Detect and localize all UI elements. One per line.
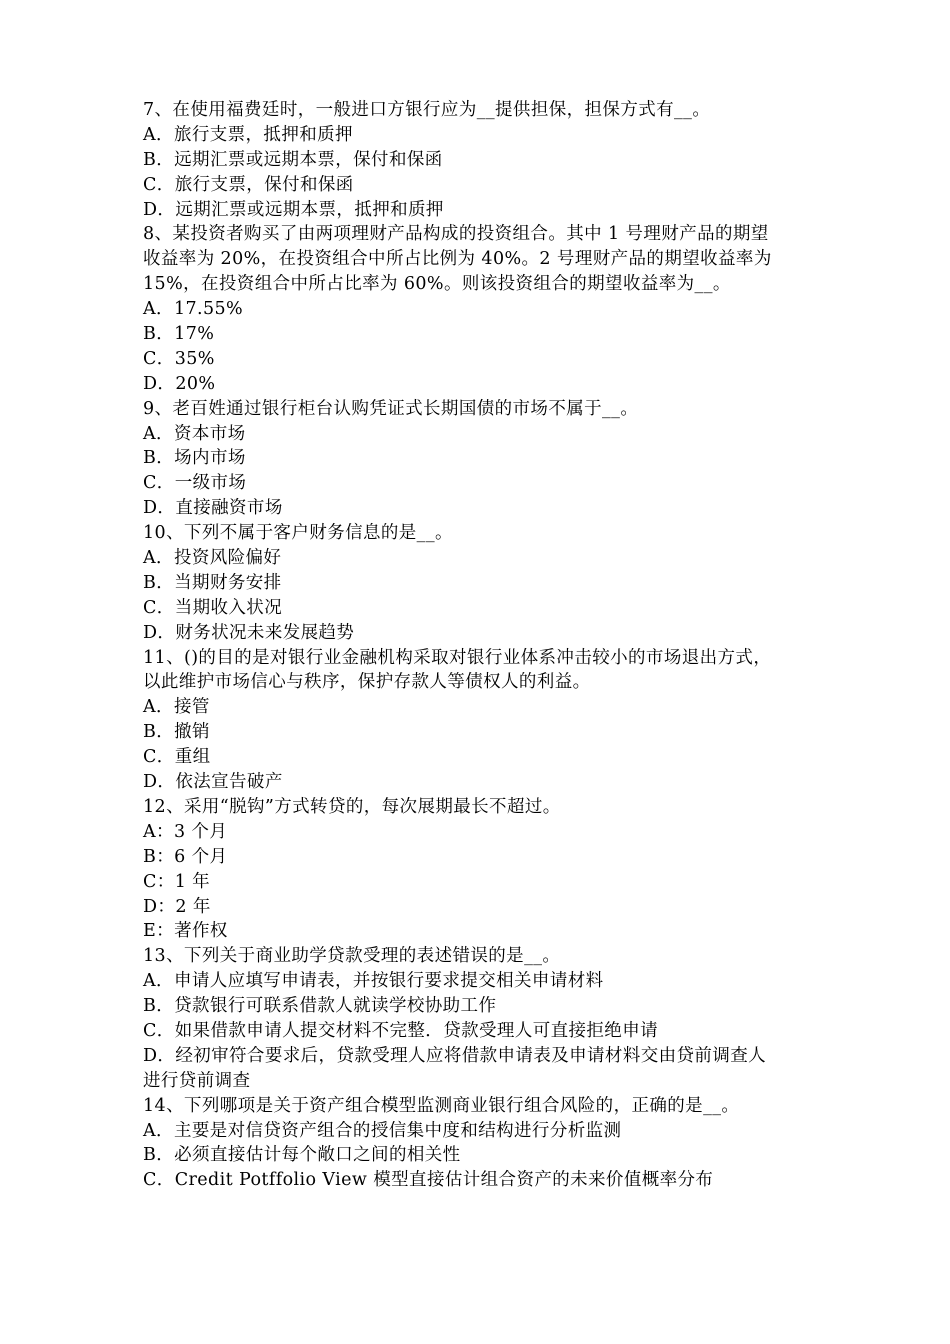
question-8-option-c: C．35% [143,348,215,369]
question-14-option-b: B．必须直接估计每个敞口之间的相关性 [143,1145,461,1166]
question-8-option-a: A．17.55% [143,299,244,320]
question-7-option-d: D．远期汇票或远期本票，抵押和质押 [143,199,444,220]
question-12-option-b: B：6 个月 [143,846,228,867]
question-11-stem-line-2: 以此维护市场信心与秩序，保护存款人等债权人的利益。 [143,672,591,693]
question-10-option-d: D．财务状况未来发展趋势 [143,622,355,643]
question-11-option-b: B．撤销 [143,722,210,743]
question-12-stem: 12、采用“脱钩”方式转贷的，每次展期最长不超过。 [143,796,561,817]
question-10-option-c: C．当期收入状况 [143,597,283,618]
question-13-option-d-line-1: D．经初审符合要求后，贷款受理人应将借款申请表及申请材料交由贷前调查人 [143,1045,767,1066]
question-9-option-a: A．资本市场 [143,423,246,444]
question-10-option-b: B．当期财务安排 [143,572,282,593]
question-8-stem-line-1: 8、某投资者购买了由两项理财产品构成的投资组合。其中 1 号理财产品的期望 [143,224,769,245]
question-14-stem: 14、下列哪项是关于资产组合模型监测商业银行组合风险的，正确的是__。 [143,1095,740,1116]
question-14-option-a: A．主要是对信贷资产组合的授信集中度和结构进行分析监测 [143,1120,622,1141]
question-8-stem-line-3: 15%，在投资组合中所占比率为 60%。则该投资组合的期望收益率为__。 [143,274,731,295]
question-9-stem: 9、老百姓通过银行柜台认购凭证式长期国债的市场不属于__。 [143,398,639,419]
question-9-option-b: B．场内市场 [143,448,246,469]
question-11-stem-line-1: 11、()的目的是对银行业金融机构采取对银行业体系冲击较小的市场退出方式， [143,647,772,668]
question-12-option-a: A：3 个月 [143,821,228,842]
question-10-stem: 10、下列不属于客户财务信息的是__。 [143,523,453,544]
question-13-option-b: B．贷款银行可联系借款人就读学校协助工作 [143,996,497,1017]
question-12-option-e: E：著作权 [143,921,228,942]
question-13-stem: 13、下列关于商业助学贷款受理的表述错误的是__。 [143,946,561,967]
question-8-option-b: B．17% [143,324,215,345]
question-13-option-c: C．如果借款申请人提交材料不完整．贷款受理人可直接拒绝申请 [143,1020,658,1041]
question-8-option-d: D．20% [143,373,216,394]
question-14-option-c: C．Credit Potffolio View 模型直接估计组合资产的未来价值概率分布 [143,1170,714,1191]
question-11-option-d: D．依法宣告破产 [143,772,283,793]
question-12-option-d: D：2 年 [143,896,211,917]
question-13-option-d-line-2: 进行贷前调查 [143,1070,251,1091]
question-11-option-c: C．重组 [143,747,211,768]
question-7-option-c: C．旅行支票，保付和保函 [143,174,354,195]
question-9-option-d: D．直接融资市场 [143,498,283,519]
question-8-stem-line-2: 收益率为 20%，在投资组合中所占比例为 40%。2 号理财产品的期望收益率为 [143,249,772,270]
question-7-option-a: A．旅行支票，抵押和质押 [143,124,353,145]
question-11-option-a: A．接管 [143,697,210,718]
question-7-option-b: B．远期汇票或远期本票，保付和保函 [143,149,443,170]
question-7-stem: 7、在使用福费廷时，一般进口方银行应为__提供担保，担保方式有__。 [143,100,711,120]
document-page [143,98,813,1193]
question-10-option-a: A．投资风险偏好 [143,548,282,569]
question-13-option-a: A．申请人应填写申请表，并按银行要求提交相关申请材料 [143,971,604,992]
question-9-option-c: C．一级市场 [143,473,247,494]
question-12-option-c: C：1 年 [143,871,211,892]
